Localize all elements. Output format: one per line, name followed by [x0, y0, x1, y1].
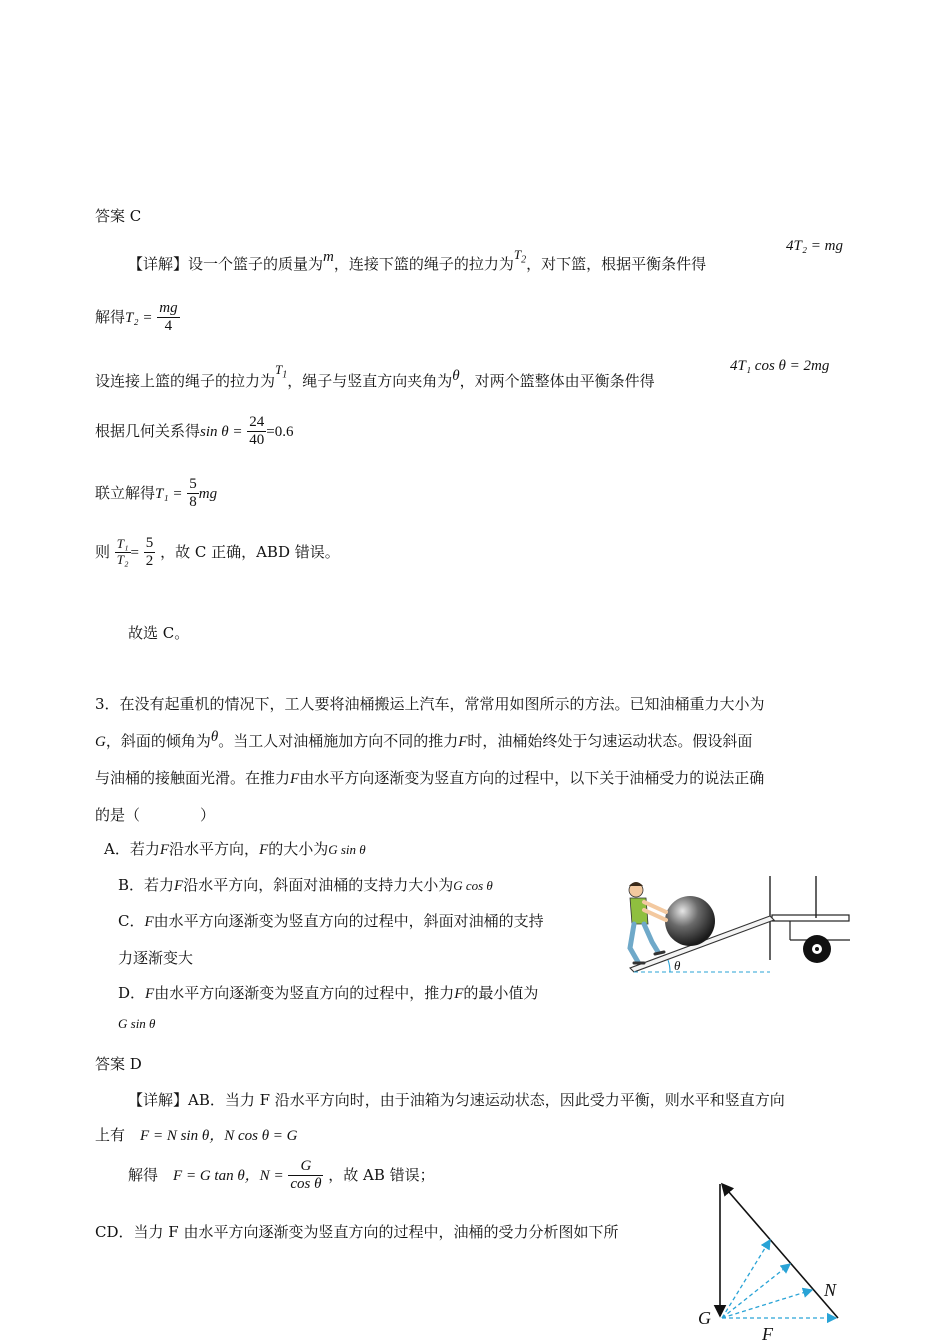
detail1-line1: 【详解】设一个篮子的质量为m，连接下篮的绳子的拉力为$T_2$，对下篮，根据平衡条件得 — [128, 247, 707, 273]
label-N: N — [824, 1280, 837, 1300]
angle-theta-label: θ — [674, 958, 681, 973]
detail1-line2: 解得T₂ = $\frac{mg}{4}$ — [95, 300, 178, 335]
label-G: G — [698, 1308, 711, 1328]
q3-option-c-line2: 力逐渐变大 — [118, 949, 194, 967]
detail1-line3: 设连接上篮的绳子的拉力为$T_1$，绳子与竖直方向夹角为θ，对两个篮整体由平衡条件得 — [95, 362, 655, 390]
truck-bed — [772, 915, 849, 921]
q3-option-d-line1: D．F由水平方向逐渐变为竖直方向的过程中，推力F的最小值为 — [118, 984, 539, 1002]
push-force-4 — [722, 1240, 770, 1318]
detail1-conclusion: 故选 C。 — [128, 624, 190, 642]
detail1-line6: 则 $\frac{\text{T₁}}{\text{T₂}}$ = $\frac{5}{2}$ ，故 C 正确，ABD 错误。 — [95, 535, 340, 570]
q3-option-c-line1: C．F由水平方向逐渐变为竖直方向的过程中，斜面对油桶的支持 — [118, 912, 544, 930]
q3-line2: G，斜面的倾角为θ。当工人对油桶施加方向不同的推力F时，油桶始终处于匀速运动状态。假设斜面 — [95, 729, 753, 750]
detail2-line4: CD．当力 F 由水平方向逐渐变为竖直方向的过程中，油桶的受力分析图如下所 — [95, 1223, 619, 1241]
worker-ramp-truck-figure — [622, 870, 854, 982]
equation-4T2-mg: 4T₂ = mg — [786, 238, 844, 254]
q3-option-b: B．若力F沿水平方向，斜面对油桶的支持力大小为G cos θ — [118, 876, 493, 894]
q3-line1: 3．在没有起重机的情况下，工人要将油桶搬运上汽车，常常用如图所示的方法。已知油桶重力大小为 — [95, 695, 765, 713]
detail1-line5: 联立解得T₁ = $\frac{5}{8}$ mg — [95, 476, 218, 511]
q3-line4: 的是（ ） — [95, 806, 216, 824]
angle-arc — [668, 960, 670, 972]
detail2-line1: 【详解】AB．当力 F 沿水平方向时，由于油箱为匀速运动状态，因此受力平衡，则水平和竖直方向 — [128, 1091, 785, 1109]
force-analysis-figure — [692, 1176, 850, 1344]
equation-4T1cos-2mg: 4T₁ cos θ = 2mg — [730, 358, 830, 374]
q3-option-d-line2: G sin θ — [118, 1016, 156, 1031]
worker-leg-front — [644, 924, 658, 952]
detail2-line3: 解得 F = G tan θ，N = $\frac{G}{\text{cos θ}}$ ，故 AB 错误； — [128, 1158, 435, 1193]
q3-line3: 与油桶的接触面光滑。在推力F由水平方向逐渐变为竖直方向的过程中，以下关于油桶受力的说法正确 — [95, 769, 765, 787]
worker-leg-back — [630, 924, 638, 962]
push-force-3 — [722, 1264, 790, 1318]
normal-force-vector — [722, 1184, 838, 1318]
detail2-line2: 上有 F = N sin θ，N cos θ = G — [95, 1126, 298, 1144]
label-F: F — [762, 1324, 773, 1344]
answer-label-2: 答案 D — [95, 1055, 142, 1073]
q3-option-a: A．若力F沿水平方向，F的大小为G sin θ — [104, 840, 366, 858]
push-force-2 — [722, 1290, 812, 1318]
oil-barrel — [665, 896, 715, 946]
detail1-line4: 根据几何关系得sin θ = $\frac{24}{40}$ =0.6 — [95, 414, 294, 449]
answer-label-1: 答案 C — [95, 207, 142, 225]
